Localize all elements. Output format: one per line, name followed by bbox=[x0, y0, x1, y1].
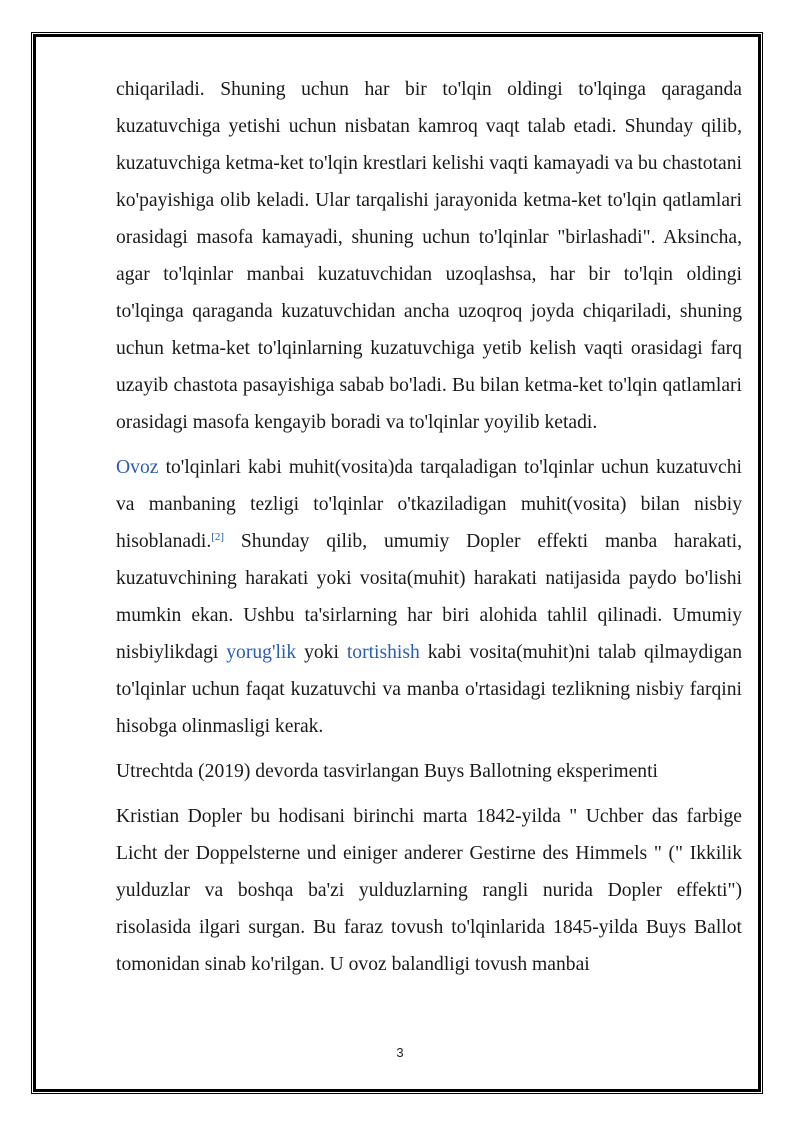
link-yoruglik[interactable]: yorug'lik bbox=[226, 642, 297, 663]
paragraph-2-text-a: to'lqinlari kabi muhit(vosita)da tarqaladigan to'lqinlar uchun kuzatuvchi va manbaning tezligi to'lqinlar o'tkaziladigan muhit(vosita) bilan nisbiy hisoblanadi. bbox=[116, 457, 742, 552]
paragraph-2-text-d: kabi vosita(muhit)ni talab qilmaydigan to'lqinlar uchun faqat kuzatuvchi va manba o'rtasidagi tezlikning nisbiy farqini hisobga olinmasligi kerak. bbox=[116, 642, 742, 737]
page-number: 3 bbox=[396, 1045, 404, 1060]
paragraph-2 bbox=[116, 449, 742, 745]
paragraph-1: chiqariladi. Shuning uchun har bir to'lqin oldingi to'lqinga qaraganda kuzatuvchiga yetishi uchun nisbatan kamroq vaqt talab etadi. Shunday qilib, kuzatuvchiga ketma-ket to'lqin krestlari kelishi vaqti kamayadi va bu chastotani ko'payishiga olib keladi. Ular tarqalishi jarayonida ketma-ket to'lqin qatlamlari orasidagi masofa kamayadi, shuning uchun to'lqinlar "birlashadi". Aksincha, agar to'lqinlar manbai kuzatuvchidan uzoqlashsa, har bir to'lqin oldingi to'lqinga qaraganda kuzatuvchidan ancha uzoqroq joyda chiqariladi, shuning uchun ketma-ket to'lqinlarning kuzatuvchiga yetib kelish vaqti orasidagi farq uzayib chastota pasayishiga sabab bo'ladi. Bu bilan ketma-ket to'lqin qatlamlari orasidagi masofa kengayib boradi va to'lqinlar yoyilib ketadi. bbox=[116, 79, 742, 433]
paragraph-4: Kristian Dopler bu hodisani birinchi marta 1842-yilda " Uchber das farbige Licht der Doppelsterne und einiger anderer Gestirne des Himmels " (" Ikkilik yulduzlar va boshqa ba'zi yulduzlarning rangli nurida Dopler effekti") risolasida ilgari surgan. Bu faraz tovush to'lqinlarida 1845-yilda Buys Ballot tomonidan sinab ko'rilgan. U ovoz balandligi tovush manbai bbox=[116, 806, 742, 975]
image-caption: Utrechtda (2019) devorda tasvirlangan Buys Ballotning eksperimenti bbox=[116, 761, 658, 782]
paragraph-2-text-b: Shunday qilib, umumiy Dopler effekti manba harakati, kuzatuvchining harakati yoki vosita(muhit) harakati natijasida paydo bo'lishi mumkin ekan. Ushbu ta'sirlarning har biri alohida tahlil qilinadi. Umumiy nisbiylikdagi bbox=[116, 531, 742, 663]
link-tortishish[interactable]: tortishish bbox=[346, 642, 420, 663]
link-ovoz[interactable]: Ovoz bbox=[116, 457, 159, 478]
document-body bbox=[116, 71, 742, 983]
reference-link-2[interactable]: [2] bbox=[211, 531, 225, 543]
paragraph-2-text-c: yoki bbox=[296, 642, 347, 663]
